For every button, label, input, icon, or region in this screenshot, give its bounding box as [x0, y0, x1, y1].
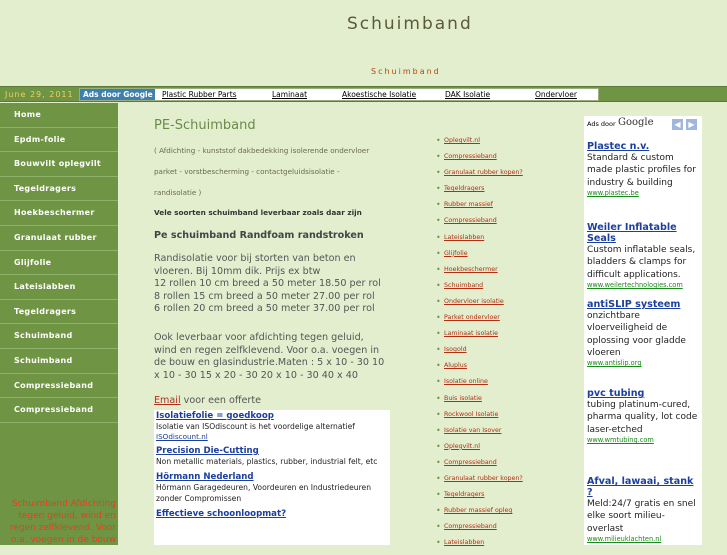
ad-unit[interactable] [154, 508, 390, 523]
pricing-line: Randisolatie voor bij storten van beton en [154, 253, 356, 264]
ad-title[interactable]: antiSLIP systeem [587, 299, 681, 310]
ad-unit[interactable] [154, 410, 390, 445]
ad-title[interactable]: Hörmann Nederland [156, 472, 254, 482]
ad-link-laminaat[interactable]: Laminaat [272, 90, 308, 99]
intro-text: Vele soorten schuimband leverbaar zoals daar zijn [154, 208, 362, 217]
sidebar-note: Schuimband Afdichting tegen geluid, wind en regen zelfklevend. Voor o.a. voegen in de bouw [9, 499, 116, 545]
sidebar-item-epdm-folie[interactable]: Epdm-folie [0, 128, 118, 153]
list-item[interactable]: • Isogold [438, 346, 578, 362]
list-item[interactable]: • Laminaat isolatie [438, 330, 578, 346]
pricing-line: 8 rollen 15 cm breed a 50 meter 27.00 per rol [154, 290, 375, 302]
list-item[interactable]: • Schuimband [438, 282, 578, 298]
google-logo[interactable]: Google [618, 117, 654, 128]
sidebar-item-compressieband-2[interactable]: Compressieband [0, 398, 118, 423]
ad-unit[interactable] [587, 388, 699, 444]
ad-text: onzichtbare vloerveiligheid de oplossing voor gladde vloeren [587, 311, 686, 358]
ad-link-plastic-rubber-parts[interactable]: Plastic Rubber Parts [162, 90, 237, 99]
ad-title[interactable]: pvc tubing [587, 388, 645, 399]
sidebar-item-glijfolie[interactable]: Glijfolie [0, 251, 118, 276]
ad-unit[interactable] [154, 445, 390, 471]
list-item[interactable]: • Compressieband [438, 523, 578, 539]
related-links-list [438, 137, 578, 555]
ad-text: Custom inflatable seals, bladders & clamps for difficult applications. [587, 245, 696, 280]
ads-door-label: Ads door [587, 120, 616, 128]
ad-title[interactable]: Isolatiefolie = goedkoop [156, 411, 274, 421]
ad-url[interactable]: www.milieuklachten.nl [587, 534, 662, 543]
sidebar-nav [0, 103, 118, 545]
pricing-line: 12 rollen 10 cm breed a 50 meter 18.50 per rol [154, 278, 381, 290]
right-ad-header [584, 116, 702, 134]
inline-ad-block [154, 410, 390, 545]
sidebar-item-tegeldragers[interactable]: Tegeldragers [0, 177, 118, 202]
ad-url[interactable]: www.plastec.be [587, 188, 639, 197]
email-rest-text: voor een offerte [180, 395, 262, 406]
sizes-line: wind en regen zelfklevend. Voor o.a. voegen in [154, 344, 380, 356]
list-item[interactable]: • Compressieband [438, 153, 578, 169]
ad-text: tubing platinum-cured, pharma quality, lot code laser-etched [587, 400, 698, 435]
sidebar-item-hoekbeschermer[interactable]: Hoekbeschermer [0, 201, 118, 226]
ad-url[interactable]: www.antislip.org [587, 359, 642, 368]
sidebar-item-home[interactable]: Home [0, 103, 118, 128]
ads-by-google-label[interactable]: Ads door Google [80, 89, 155, 100]
list-item[interactable]: • Tegeldragers [438, 491, 578, 507]
list-item[interactable]: • Rubber massief [438, 201, 578, 217]
page-title: PE-Schuimband [154, 118, 256, 133]
right-ad-column [584, 116, 702, 545]
list-item[interactable]: • Ondervloer isolatie [438, 298, 578, 314]
list-item[interactable]: • Granulaat rubber kopen? [438, 169, 578, 185]
section-heading: Pe schuimband Randfoam randstroken [154, 230, 364, 241]
list-item[interactable]: • Parket ondervloer [438, 314, 578, 330]
email-link[interactable]: Email [154, 395, 181, 406]
list-item[interactable]: • Buis isolatie [438, 395, 578, 411]
pricing-line: 6 rollen 20 cm breed a 50 meter 37.00 per rol [154, 303, 375, 315]
date-label: June 29, 2011 [5, 90, 74, 99]
ad-text: Isolatie van ISOdiscount is het voordelige alternatief [156, 422, 355, 431]
ad-title[interactable]: Effectieve schoonloopmat? [156, 509, 287, 519]
keyword-tags: ( Afdichting - kunststof dakbedekking isolerende ondervloer parket - vorstbescherming - contactgeluidsisolatie - randisolatie ) [154, 146, 370, 197]
ad-unit[interactable] [587, 222, 699, 289]
sidebar-item-bouwvilt[interactable]: Bouwvilt oplegvilt [0, 152, 118, 177]
sidebar-item-schuimband-2[interactable]: Schuimband [0, 349, 118, 374]
ad-unit[interactable] [154, 471, 390, 508]
chevron-left-icon[interactable]: ◀ [672, 119, 683, 130]
top-bar [0, 86, 727, 102]
ad-title[interactable]: Afval, lawaai, stank ? [587, 476, 694, 498]
sidebar-item-granulaat-rubber[interactable]: Granulaat rubber [0, 226, 118, 251]
header [0, 0, 727, 86]
ad-url[interactable]: ISOdiscount.nl [156, 432, 208, 441]
list-item[interactable]: • Tegeldragers [438, 185, 578, 201]
sizes-paragraph [154, 332, 394, 382]
sidebar-item-tegeldragers-2[interactable]: Tegeldragers [0, 300, 118, 325]
list-item[interactable]: • Isolatie online [438, 378, 578, 394]
sizes-line: x 10 - 30 15 x 20 - 30 20 x 10 - 30 40 x 40 [154, 369, 358, 381]
list-item[interactable]: • Rockwool Isolatie [438, 411, 578, 427]
list-item[interactable]: • Rubber massief opleg [438, 507, 578, 523]
ad-unit[interactable] [587, 476, 699, 543]
sidebar-item-compressieband[interactable]: Compressieband [0, 374, 118, 399]
sizes-line: de bouw en glasindustrie.Maten : 5 x 10 - 30 10 [154, 357, 385, 369]
list-item[interactable]: • Compressieband [438, 459, 578, 475]
ad-unit[interactable] [587, 299, 699, 367]
ad-text: Non metallic materials, plastics, rubber, industrial felt, etc [156, 457, 378, 466]
ad-title[interactable]: Weiler Inflatable Seals [587, 222, 677, 244]
list-item[interactable]: • Isolatie van Isover [438, 427, 578, 443]
ad-text: Standard & custom made plastic profiles for industry & building [587, 153, 697, 188]
list-item[interactable]: • Lateislabben [438, 234, 578, 250]
pricing-paragraph [154, 253, 394, 316]
sizes-line: Ook leverbaar voor afdichting tegen geluid, [154, 332, 364, 343]
email-line [154, 395, 261, 406]
list-item[interactable]: • Aluplus [438, 362, 578, 378]
ad-text: Hörmann Garagedeuren, Voordeuren en Industriedeuren zonder Compromissen [156, 483, 372, 503]
sidebar-item-schuimband[interactable]: Schuimband [0, 324, 118, 349]
ad-url[interactable]: www.weilertechnologies.com [587, 280, 683, 289]
list-item[interactable]: • Granulaat rubber kopen? [438, 475, 578, 491]
ad-link-akoestische-isolatie[interactable]: Akoestische Isolatie [342, 90, 417, 99]
site-title: Schuimband [347, 14, 473, 34]
list-item[interactable]: • Oplegvilt.nl [438, 137, 578, 153]
ad-link-dak-isolatie[interactable]: DAK Isolatie [445, 90, 491, 99]
main-content [118, 103, 584, 545]
list-item[interactable]: • Hoekbeschermer [438, 266, 578, 282]
list-item[interactable]: • Glijfolie [438, 250, 578, 266]
list-item[interactable]: • Compressieband [438, 217, 578, 233]
ad-title[interactable]: Precision Die-Cutting [156, 446, 259, 456]
pricing-line: vloeren. Bij 10mm dik. Prijs ex btw [154, 265, 321, 277]
ad-link-ondervloer[interactable]: Ondervloer [535, 90, 577, 99]
ad-title[interactable]: Plastec n.v. [587, 141, 650, 152]
sidebar-item-lateislabben[interactable]: Lateislabben [0, 275, 118, 300]
chevron-right-icon[interactable]: ▶ [686, 119, 697, 130]
ad-unit[interactable] [587, 141, 699, 197]
ad-url[interactable]: www.wmtubing.com [587, 435, 654, 444]
ad-links-bar [79, 88, 599, 101]
list-item[interactable]: • Lateislabben [438, 539, 578, 555]
site-subtitle: Schuimband [371, 67, 441, 76]
list-item[interactable]: • Oplegvilt.nl [438, 443, 578, 459]
ad-text: Meld:24/7 gratis en snel elke soort milieu-overlast [587, 499, 696, 534]
